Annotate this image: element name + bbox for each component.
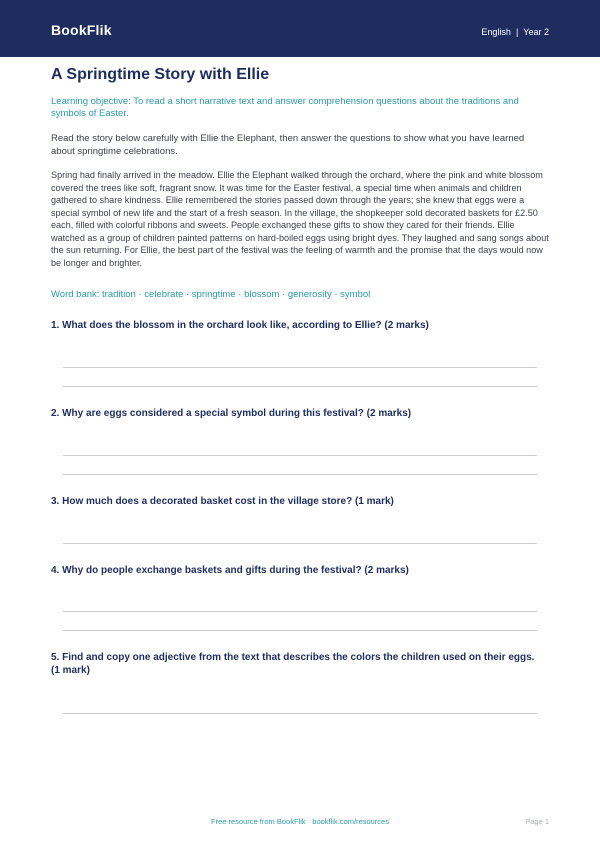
header-bar <box>0 0 600 57</box>
story-text: Spring had finally arrived in the meadow. Ellie the Elephant walked through the orchard, where the pink and white blossom covered the trees like soft, fragrant snow. It was time for the Easter festival, a special time when animals and children gathered to share kindness. Ellie remembered the stories passed down through the years; she knew that eggs were a special symbol of new life and the start of a fresh season. In the village, the shopkeeper sold decorated baskets for £2.50 each, filled with colorful ribbons and sweets. People exchanged these gifts to show they cared for their friends. Ellie watched as a group of children painted patterns on hard-boiled eggs using bright dyes. They laughed and sang songs about the sun returning. For Ellie, the best part of the festival was the feeling of warmth and the promise that the days would now be longer and brighter. <box>51 170 549 268</box>
question-1: 1. What does the blossom in the orchard look like, according to Ellie? (2 marks) <box>51 320 429 331</box>
year-label: Year 2 <box>523 27 549 37</box>
answer-line[interactable] <box>63 386 537 387</box>
page-title: A Springtime Story with Ellie <box>51 66 270 83</box>
instructions: Read the story below carefully with Ellie the Elephant, then answer the questions to show what you have learned about springtime celebrations. <box>51 133 525 157</box>
answer-line[interactable] <box>63 367 537 368</box>
answer-line[interactable] <box>63 455 537 456</box>
answer-line[interactable] <box>63 611 537 612</box>
answer-line[interactable] <box>63 630 537 631</box>
question-3: 3. How much does a decorated basket cost in the village store? (1 mark) <box>51 496 394 507</box>
question-4: 4. Why do people exchange baskets and gifts during the festival? (2 marks) <box>51 565 409 576</box>
answer-line[interactable] <box>63 474 537 475</box>
subject-year-label <box>481 27 549 37</box>
brand-logo[interactable]: BookFlik <box>51 22 112 38</box>
learning-objective: Learning objective: To read a short narrative text and answer comprehension questions about the traditions and symbols of Easter. <box>51 96 519 119</box>
question-5: 5. Find and copy one adjective from the text that describes the colors the children used on their eggs. (1 mark) <box>51 652 535 676</box>
answer-line[interactable] <box>63 543 537 544</box>
footer-credit[interactable]: Free resource from BookFlik · bookflik.com/resources <box>211 817 389 826</box>
separator: | <box>515 27 519 37</box>
subject-label: English <box>481 27 511 37</box>
page-number: Page 1 <box>525 817 549 826</box>
word-bank: Word bank: tradition · celebrate · springtime · blossom · generosity · symbol <box>51 289 371 300</box>
answer-line[interactable] <box>63 713 537 714</box>
question-2: 2. Why are eggs considered a special symbol during this festival? (2 marks) <box>51 408 412 419</box>
